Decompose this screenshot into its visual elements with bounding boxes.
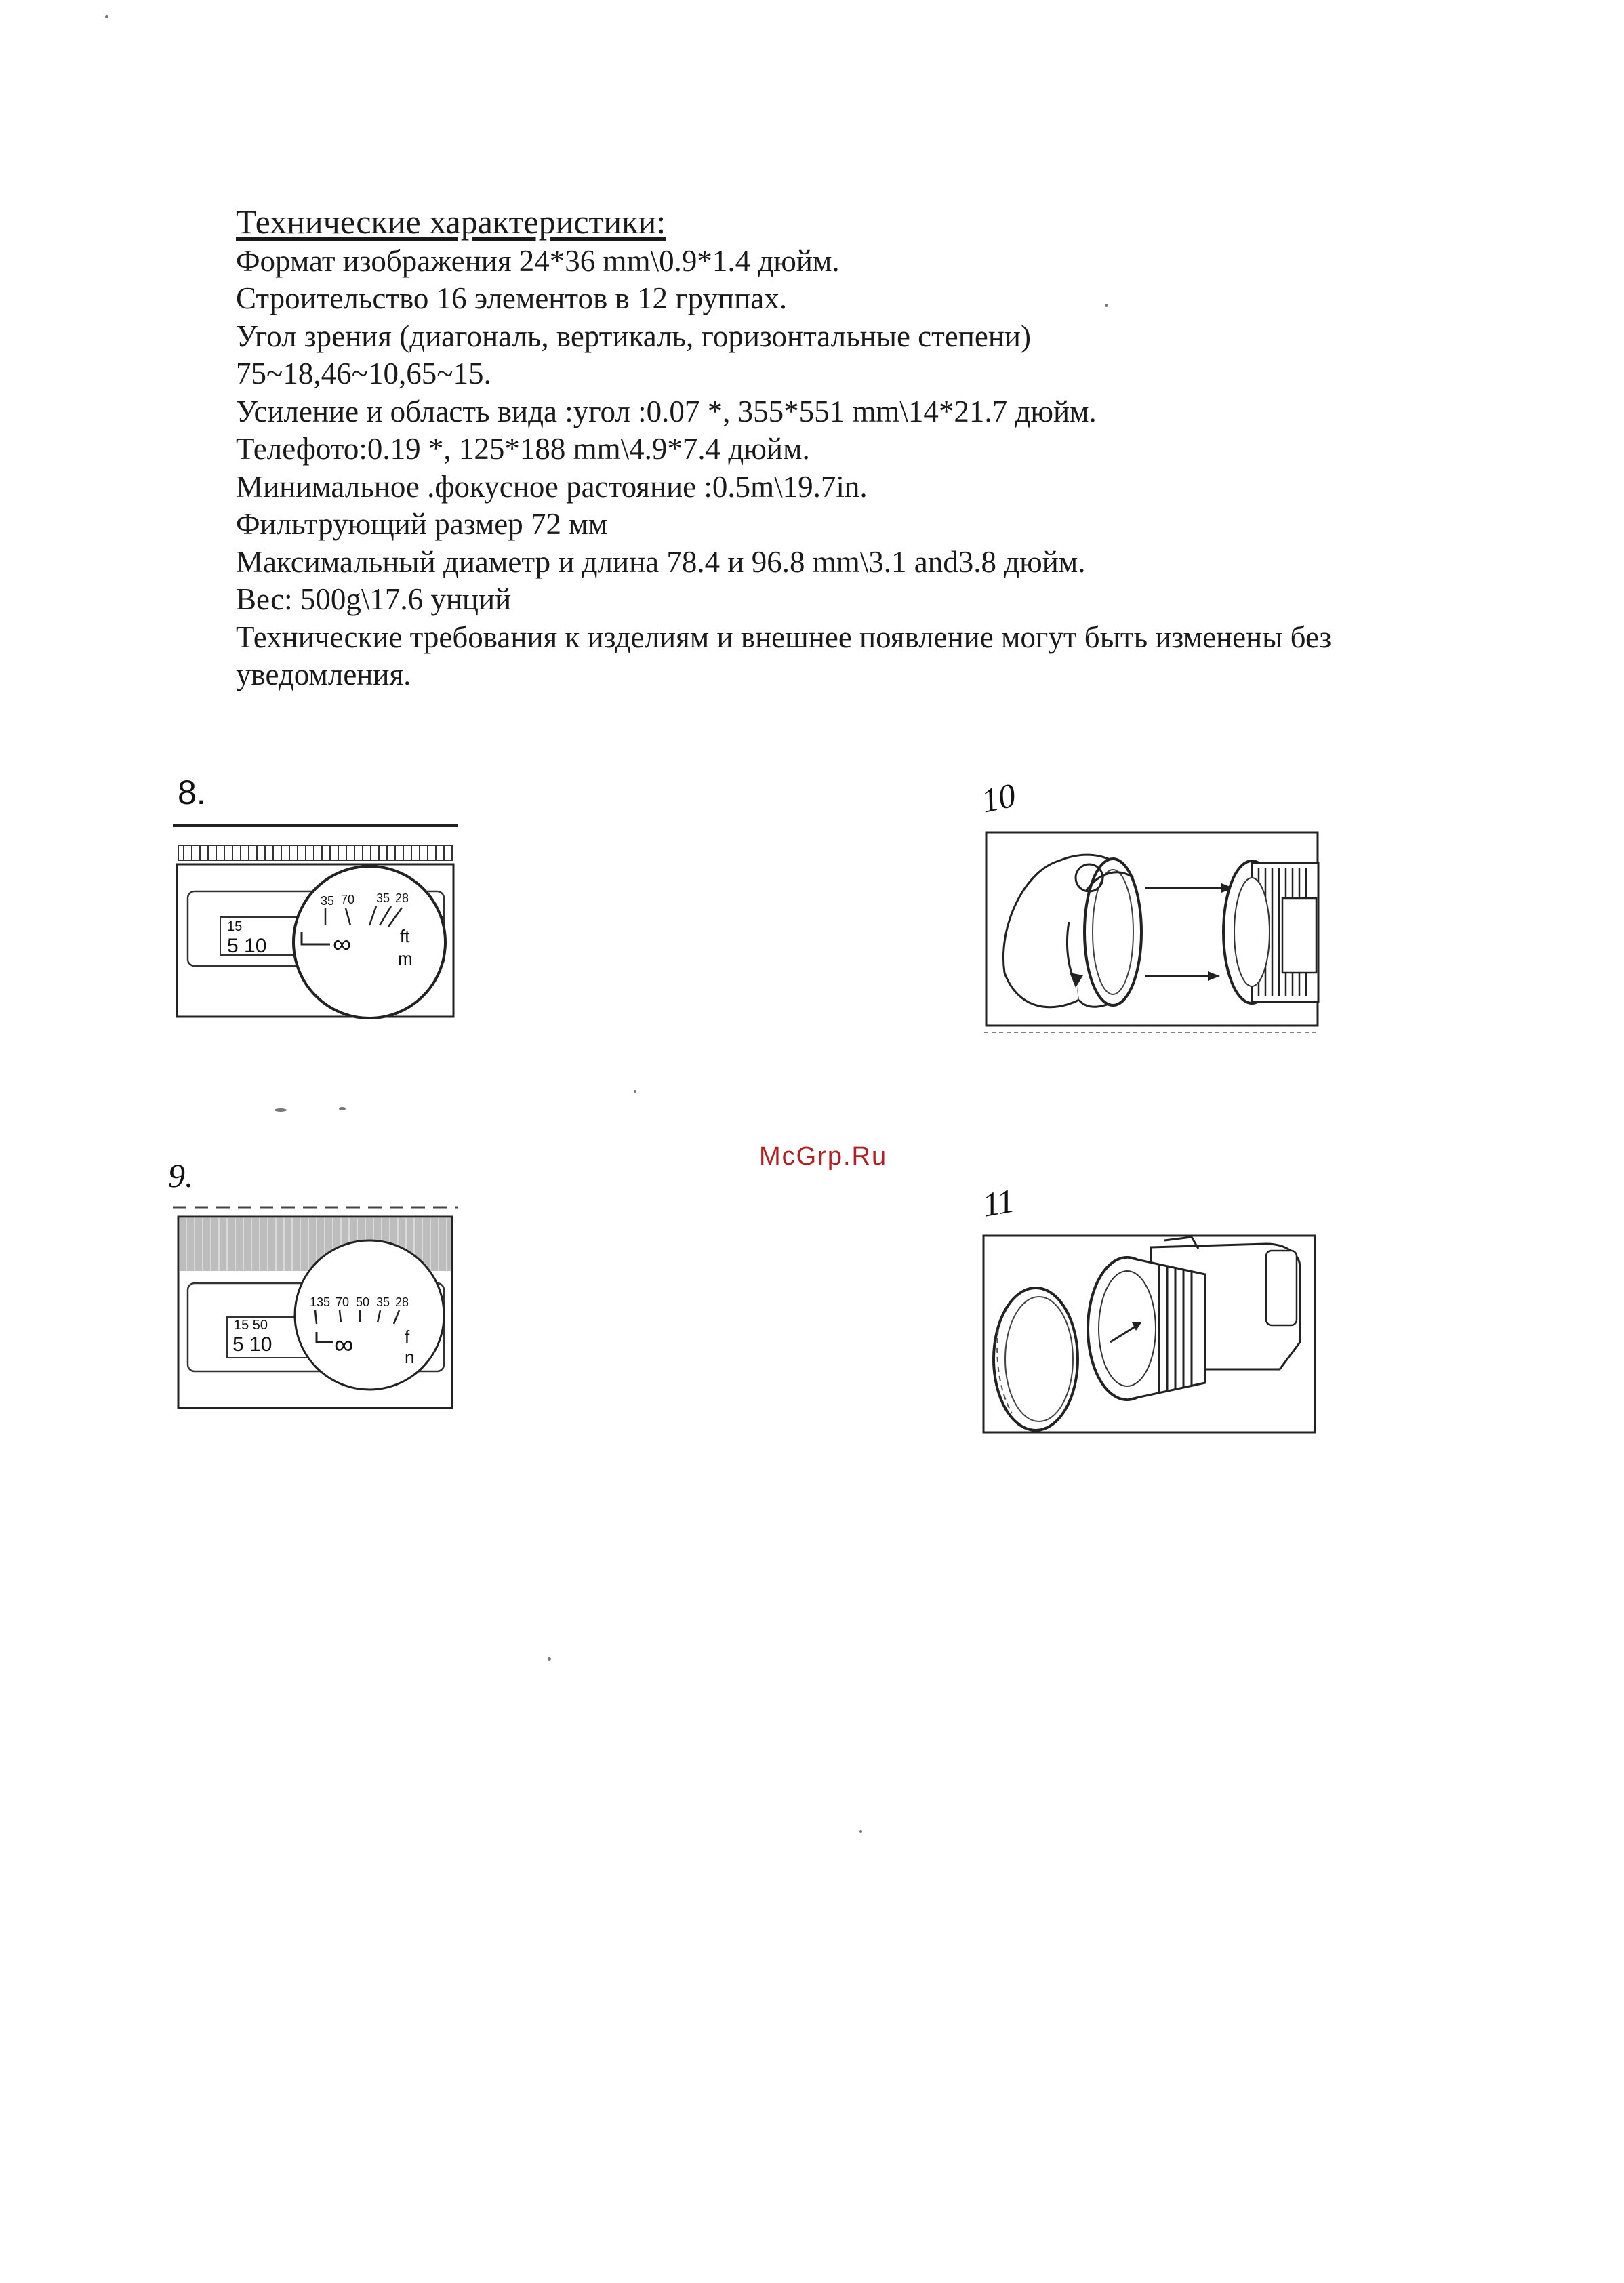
scan-speck bbox=[859, 1830, 862, 1833]
spec-line-weight: Вес: 500g\17.6 унций bbox=[236, 582, 512, 616]
figure-11-lens-cap-illustration bbox=[981, 1234, 1317, 1437]
figure-11-svg bbox=[981, 1234, 1317, 1437]
spec-note: Технические требования к изделиям и внешнее появление могут быть изменены без уведомления. bbox=[236, 620, 1332, 691]
scan-speck bbox=[339, 1107, 346, 1110]
fig8-focal-1: 35 bbox=[321, 894, 335, 908]
fig9-focal-3: 50 bbox=[356, 1295, 370, 1309]
spec-line-min-focus: Минимальное .фокусное растояние :0.5m\19.7in. bbox=[236, 469, 868, 504]
fig9-focal-5: 28 bbox=[395, 1295, 409, 1309]
fig8-focal-3: 35 bbox=[376, 891, 390, 905]
fig9-focal-1: 135 bbox=[310, 1295, 331, 1309]
figure-11-number: 11 bbox=[979, 1181, 1017, 1224]
figure-9-distance-scale bbox=[173, 1203, 458, 1413]
fig8-unit-m: m bbox=[398, 948, 413, 969]
spec-line-angle-values: 75~18,46~10,65~15. bbox=[236, 357, 491, 390]
scan-speck bbox=[548, 1657, 551, 1661]
fig9-infinity: ∞ bbox=[334, 1330, 354, 1360]
figure-10-number: 10 bbox=[977, 775, 1019, 820]
figure-10-lens-hood-illustration bbox=[984, 830, 1320, 1034]
figure-8-distance-scale bbox=[173, 824, 458, 1020]
spec-title: Технические характеристики: bbox=[236, 203, 666, 241]
fig8-scale-left-top: 15 bbox=[227, 919, 243, 934]
spec-line-dimensions: Максимальный диаметр и длина 78.4 и 96.8 mm\3.1 and3.8 дюйм. bbox=[236, 544, 1086, 579]
spec-line-telephoto: Телефото:0.19 *, 125*188 mm\4.9*7.4 дюйм. bbox=[236, 432, 810, 466]
spec-line-format: Формат изображения 24*36 mm\0.9*1.4 дюйм. bbox=[236, 243, 840, 278]
specifications-section bbox=[236, 203, 1456, 694]
figure-10-svg bbox=[984, 830, 1320, 1034]
fig8-unit-ft: ft bbox=[400, 926, 410, 946]
fig8-focal-4: 28 bbox=[395, 891, 409, 905]
scan-speck bbox=[1105, 304, 1108, 307]
fig9-unit-m: n bbox=[405, 1347, 415, 1367]
fig9-scale-left-top: 15 50 bbox=[234, 1318, 268, 1333]
scan-speck bbox=[634, 1090, 636, 1093]
fig9-focal-4: 35 bbox=[376, 1295, 390, 1309]
fig8-infinity: ∞ bbox=[333, 930, 352, 958]
fig9-unit-ft: f bbox=[405, 1327, 410, 1347]
spec-line-filter-size: Фильтрующий размер 72 мм bbox=[236, 507, 608, 541]
spec-line-angle-heading: Угол зрения (диагональ, вертикаль, горизонтальные степени) bbox=[236, 319, 1031, 353]
figure-8-number: 8. bbox=[178, 773, 206, 811]
fig8-scale-left-bottom: 5 10 bbox=[227, 935, 267, 957]
fig8-focal-2: 70 bbox=[341, 893, 355, 906]
figure-9-number: 9. bbox=[168, 1156, 194, 1194]
figure-9-svg bbox=[173, 1203, 458, 1413]
scan-speck bbox=[275, 1108, 287, 1112]
fig9-scale-left-bottom: 5 10 bbox=[232, 1333, 272, 1356]
spec-line-magnification: Усиление и область вида :угол :0.07 *, 355*551 mm\14*21.7 дюйм. bbox=[236, 394, 1097, 428]
scan-speck bbox=[105, 15, 108, 18]
watermark-text: McGrp.Ru bbox=[759, 1142, 888, 1171]
fig9-focal-2: 70 bbox=[336, 1295, 350, 1309]
figure-8-svg bbox=[173, 824, 458, 1020]
spec-line-construction: Строительство 16 элементов в 12 группах. bbox=[236, 281, 787, 315]
